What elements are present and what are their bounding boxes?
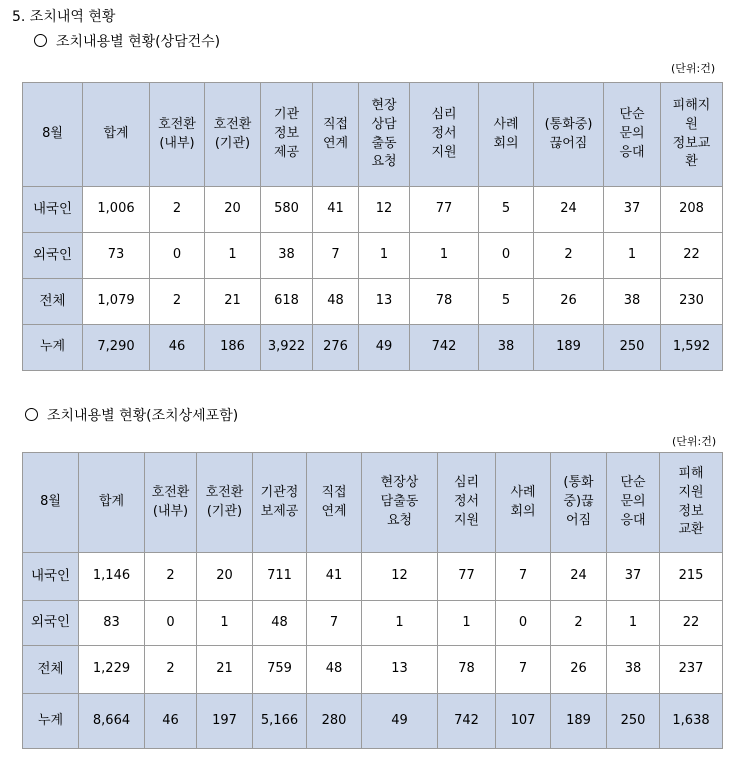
column-header-line: 출동: [371, 135, 397, 151]
column-header-line: 회의: [510, 503, 536, 519]
column-header: [660, 453, 723, 553]
table-cell: 21: [197, 646, 253, 694]
table-cell: 1,229: [79, 646, 145, 694]
table-cell: 0: [145, 601, 197, 646]
column-header-line: 문의: [620, 494, 646, 510]
circle-bullet-icon: [25, 408, 38, 421]
table-row: [23, 553, 723, 601]
table1: [22, 82, 723, 371]
table-cell: 37: [607, 553, 660, 601]
header-corner: 8월: [23, 83, 83, 187]
column-header-line: 정보: [273, 126, 300, 142]
column-header-line: 직접: [321, 484, 347, 500]
table-cell: 250: [607, 694, 660, 749]
table-cell: 280: [307, 694, 362, 749]
column-header-line: 연계: [322, 135, 349, 151]
column-header-line: 보제공: [260, 503, 299, 519]
table-cell: 37: [604, 187, 661, 233]
column-header-line: 상담: [371, 116, 397, 132]
column-header-line: 단순: [619, 107, 645, 123]
column-header-line: 단순: [620, 475, 646, 491]
table-cell: 38: [604, 279, 661, 325]
column-header: [410, 83, 479, 187]
table-cell: 5: [479, 279, 534, 325]
column-header-line: 원: [685, 116, 698, 132]
table-cell: 189: [534, 325, 604, 371]
column-header: [438, 453, 496, 553]
table-cell: 1: [410, 233, 479, 279]
column-header-line: (내부): [152, 503, 189, 519]
column-header-line: 끊어짐: [549, 135, 588, 151]
table-row: [23, 646, 723, 694]
table-cell: 77: [438, 553, 496, 601]
table-cell: 8,664: [79, 694, 145, 749]
table-cell: 0: [479, 233, 534, 279]
table-cell: 7: [313, 233, 359, 279]
column-header-line: (통화: [563, 475, 594, 491]
column-header-line: 합계: [103, 126, 129, 142]
table-cell: 12: [362, 553, 438, 601]
column-header-line: 호전환: [213, 116, 252, 132]
row-label: 전체: [23, 646, 79, 694]
column-header-line: 현장: [371, 97, 397, 113]
column-header-line: 담출동: [380, 494, 419, 510]
table-cell: 13: [362, 646, 438, 694]
table-cell: 73: [83, 233, 150, 279]
table1-subtitle: 조치내용별 현황(상담건수): [56, 34, 221, 50]
table-cell: 580: [261, 187, 313, 233]
row-label: 외국인: [23, 601, 79, 646]
column-header: [362, 453, 438, 553]
column-header: [79, 453, 145, 553]
table2-subtitle-wrap: [25, 405, 238, 425]
table-cell: 41: [307, 553, 362, 601]
table-cell: 5: [479, 187, 534, 233]
column-header-line: (통화중): [544, 116, 593, 132]
table-row: [23, 233, 723, 279]
column-header-line: 지원: [431, 144, 457, 160]
column-header: [661, 83, 723, 187]
table2-header-row: [23, 453, 723, 553]
column-header: [604, 83, 661, 187]
column-header-line: 지원: [678, 484, 704, 500]
table-cell: 49: [362, 694, 438, 749]
table-cell: 83: [79, 601, 145, 646]
column-header-line: 피해: [678, 465, 704, 481]
table-cell: 2: [145, 553, 197, 601]
table-cell: 38: [261, 233, 313, 279]
column-header-line: 응대: [619, 144, 645, 160]
column-header: [83, 83, 150, 187]
column-header: [496, 453, 551, 553]
table-cell: 5,166: [253, 694, 307, 749]
table-cell: 7: [496, 553, 551, 601]
column-header-line: 지원: [453, 512, 480, 528]
table-cell: 208: [661, 187, 723, 233]
row-label: 전체: [23, 279, 83, 325]
table-cell: 1,638: [660, 694, 723, 749]
table-cell: 107: [496, 694, 551, 749]
table-cell: 237: [660, 646, 723, 694]
column-header: [534, 83, 604, 187]
table-row: [23, 601, 723, 646]
table-cell: 3,922: [261, 325, 313, 371]
column-header-line: 요청: [386, 512, 413, 528]
table-cell: 2: [534, 233, 604, 279]
table-cell: 13: [359, 279, 410, 325]
table-cell: 197: [197, 694, 253, 749]
table-cell: 12: [359, 187, 410, 233]
row-label: 외국인: [23, 233, 83, 279]
column-header-line: 제공: [273, 144, 300, 160]
table-cell: 1: [438, 601, 496, 646]
column-header-line: 피해지: [672, 97, 711, 113]
table1-header-row: [23, 83, 723, 187]
column-header: [307, 453, 362, 553]
table-cell: 1,146: [79, 553, 145, 601]
table-cell: 20: [205, 187, 261, 233]
table-cell: 22: [661, 233, 723, 279]
column-header: [261, 83, 313, 187]
table-cell: 742: [410, 325, 479, 371]
column-header: [197, 453, 253, 553]
table-cell: 21: [205, 279, 261, 325]
table-cell: 24: [551, 553, 607, 601]
table-cell: 78: [410, 279, 479, 325]
table-cell: 742: [438, 694, 496, 749]
table-cell: 759: [253, 646, 307, 694]
circle-bullet-icon: [34, 34, 47, 47]
table2-subtitle: 조치내용별 현황(조치상세포함): [47, 408, 239, 424]
column-header: [205, 83, 261, 187]
table-cell: 1,006: [83, 187, 150, 233]
table-cell: 38: [479, 325, 534, 371]
column-header-line: 기관정: [260, 484, 299, 500]
section-title: 5. 조치내역 현황: [12, 9, 116, 25]
column-header: [359, 83, 410, 187]
column-header-line: 호전환: [205, 484, 244, 500]
table-cell: 24: [534, 187, 604, 233]
table-cell: 49: [359, 325, 410, 371]
table-cell: 1: [359, 233, 410, 279]
table-cell: 2: [150, 187, 205, 233]
table-cell: 22: [660, 601, 723, 646]
table-cell: 7: [496, 646, 551, 694]
table-cell: 41: [313, 187, 359, 233]
column-header: [150, 83, 205, 187]
column-header-line: 어짐: [565, 512, 592, 528]
column-header-line: 직접: [322, 116, 349, 132]
table1-subtitle-wrap: [34, 31, 220, 51]
column-header-line: (기관): [214, 135, 251, 151]
table-cell: 48: [307, 646, 362, 694]
header-corner: 8월: [23, 453, 79, 553]
row-label: 내국인: [23, 187, 83, 233]
column-header-line: 중)끊: [563, 494, 594, 510]
column-header-line: 교환: [678, 522, 704, 538]
column-header-line: 사례: [493, 116, 519, 132]
table-cell: 46: [150, 325, 205, 371]
column-header-line: 환: [685, 154, 698, 170]
table-cell: 78: [438, 646, 496, 694]
table-cell: 215: [660, 553, 723, 601]
column-header-line: 문의: [619, 126, 645, 142]
column-header-line: 합계: [98, 494, 125, 510]
table-row: [23, 279, 723, 325]
table-cell: 189: [551, 694, 607, 749]
column-header-line: 정보교: [672, 135, 711, 151]
table-cell: 0: [496, 601, 551, 646]
row-label: 누계: [23, 694, 79, 749]
column-header-line: 회의: [493, 135, 519, 151]
column-header-line: 심리: [453, 475, 480, 491]
table-cell: 77: [410, 187, 479, 233]
table-cell: 7: [307, 601, 362, 646]
column-header-line: (기관): [206, 503, 243, 519]
table-cell: 46: [145, 694, 197, 749]
table-cell: 2: [551, 601, 607, 646]
table-cell: 276: [313, 325, 359, 371]
table-cell: 618: [261, 279, 313, 325]
column-header: [313, 83, 359, 187]
column-header-line: (내부): [159, 135, 195, 151]
table-cell: 1: [604, 233, 661, 279]
table-cell: 186: [205, 325, 261, 371]
table-cell: 1,079: [83, 279, 150, 325]
table-cell: 1,592: [661, 325, 723, 371]
column-header-line: 심리: [431, 107, 457, 123]
table-cell: 48: [313, 279, 359, 325]
table-cell: 250: [604, 325, 661, 371]
column-header-line: 요청: [371, 154, 397, 170]
column-header-line: 정서: [453, 494, 480, 510]
table2-unit: (단위:건): [672, 435, 717, 448]
table-cell: 2: [145, 646, 197, 694]
table-row-total: [23, 694, 723, 749]
column-header: [479, 83, 534, 187]
table-cell: 0: [150, 233, 205, 279]
column-header-line: 기관: [273, 107, 300, 123]
table2: [22, 452, 723, 749]
table-cell: 20: [197, 553, 253, 601]
table-cell: 48: [253, 601, 307, 646]
column-header-line: 연계: [321, 503, 347, 519]
column-header: [607, 453, 660, 553]
row-label: 누계: [23, 325, 83, 371]
table-row-total: [23, 325, 723, 371]
table-cell: 1: [607, 601, 660, 646]
table-row: [23, 187, 723, 233]
column-header-line: 호전환: [151, 484, 190, 500]
table-cell: 1: [205, 233, 261, 279]
table-cell: 7,290: [83, 325, 150, 371]
column-header-line: 사례: [510, 484, 536, 500]
table-cell: 2: [150, 279, 205, 325]
table-cell: 230: [661, 279, 723, 325]
table-cell: 711: [253, 553, 307, 601]
column-header: [551, 453, 607, 553]
column-header-line: 정보: [678, 503, 704, 519]
table-cell: 1: [197, 601, 253, 646]
column-header-line: 현장상: [380, 475, 419, 491]
column-header-line: 정서: [431, 126, 457, 142]
table-cell: 38: [607, 646, 660, 694]
table1-unit: (단위:건): [671, 62, 716, 75]
column-header-line: 호전환: [158, 116, 196, 132]
row-label: 내국인: [23, 553, 79, 601]
column-header: [253, 453, 307, 553]
table-cell: 26: [551, 646, 607, 694]
column-header-line: 응대: [620, 512, 646, 528]
table-cell: 26: [534, 279, 604, 325]
column-header: [145, 453, 197, 553]
table-cell: 1: [362, 601, 438, 646]
